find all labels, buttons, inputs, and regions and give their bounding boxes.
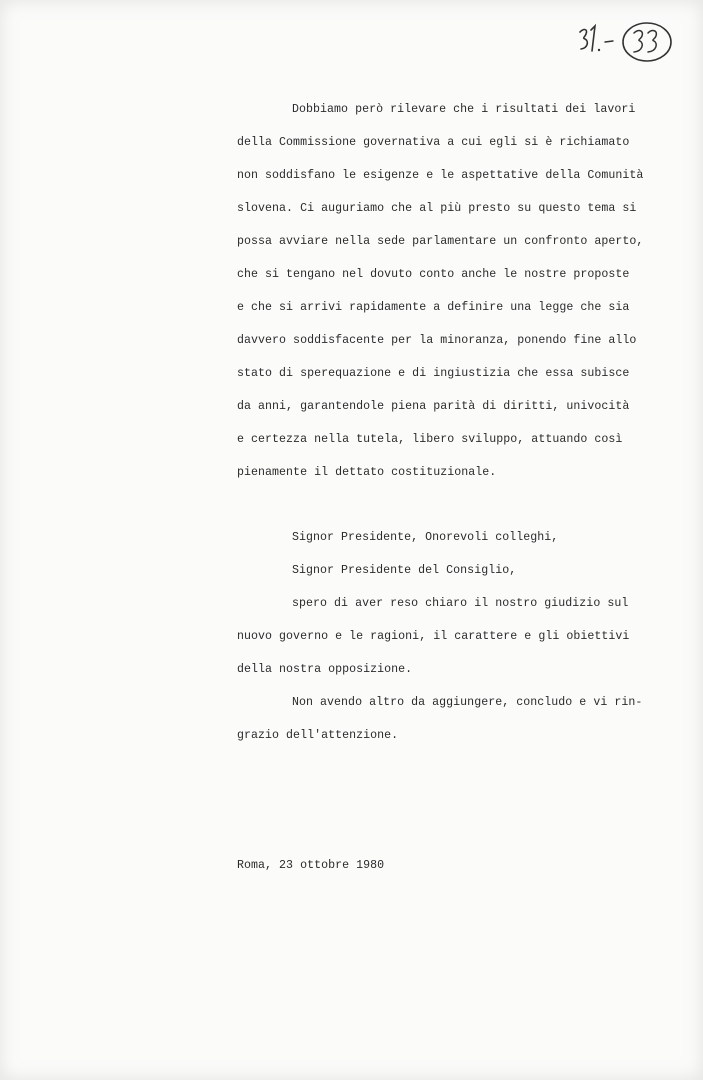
salutation-line: Signor Presidente, Onorevoli colleghi,	[292, 531, 559, 544]
text-line: grazio dell'attenzione.	[237, 729, 399, 742]
text-line: possa avviare nella sede parlamentare un confronto aperto,	[237, 235, 644, 248]
text-line: e certezza nella tutela, libero sviluppo, attuando così	[237, 433, 623, 446]
text-line: slovena. Ci auguriamo che al più presto su questo tema si	[237, 202, 637, 215]
text-line: da anni, garantendole piena parità di diritti, univocità	[237, 400, 630, 413]
text-line: nuovo governo e le ragioni, il carattere e gli obiettivi	[237, 630, 630, 643]
handwritten-page-number	[576, 20, 686, 70]
handwritten-page-number-drawing	[576, 20, 686, 70]
text-line: della Commissione governativa a cui egli si è richiamato	[237, 136, 630, 149]
text-line: che si tengano nel dovuto conto anche le nostre proposte	[237, 268, 630, 281]
salutation-line: Signor Presidente del Consiglio,	[292, 564, 517, 577]
text-line: Dobbiamo però rilevare che i risultati dei lavori	[292, 103, 636, 116]
text-line: pienamente il dettato costituzionale.	[237, 466, 497, 479]
text-line: davvero soddisfacente per la minoranza, ponendo fine allo	[237, 334, 637, 347]
place-date: Roma, 23 ottobre 1980	[237, 859, 385, 872]
text-line: Non avendo altro da aggiungere, concludo e vi rin-	[292, 696, 643, 709]
text-line: non soddisfano le esigenze e le aspettative della Comunità	[237, 169, 644, 182]
text-line: e che si arrivi rapidamente a definire una legge che sia	[237, 301, 630, 314]
text-line: della nostra opposizione.	[237, 663, 413, 676]
text-line: spero di aver reso chiaro il nostro giudizio sul	[292, 597, 629, 610]
text-line: stato di sperequazione e di ingiustizia che essa subisce	[237, 367, 630, 380]
